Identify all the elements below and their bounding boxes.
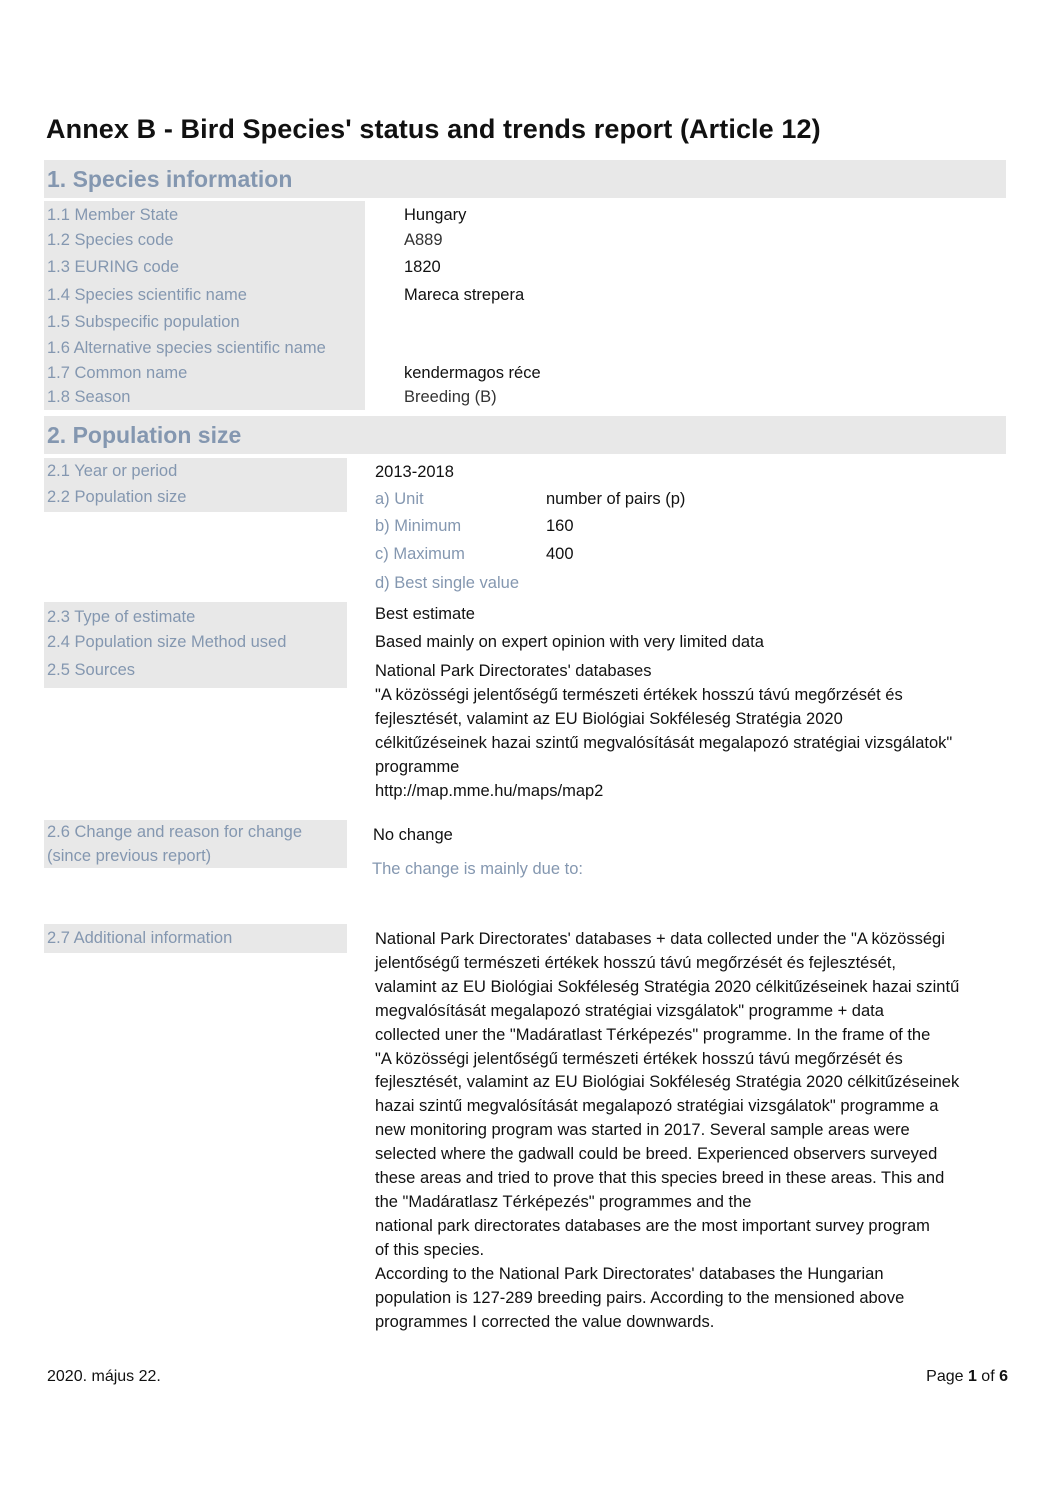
field-label: 2.5 Sources: [47, 661, 136, 679]
species-code-value: A889: [404, 231, 443, 249]
field-label: 1.7 Common name: [47, 364, 188, 382]
field-label: 2.1 Year or period: [47, 462, 178, 480]
best-value-label: d) Best single value: [375, 574, 519, 592]
sources-line: programme: [375, 758, 460, 776]
field-label: 2.4 Population size Method used: [47, 633, 287, 651]
season-value: Breeding (B): [404, 388, 497, 406]
additional-line: programmes I corrected the value downwards.: [375, 1312, 715, 1331]
additional-line: fejlesztését, valamint az EU Biológiai Sokféleség Stratégia 2020 célkitűzéseinek: [375, 1073, 960, 1092]
field-label: 1.4 Species scientific name: [47, 286, 247, 304]
additional-line: jelentőségű természeti értékek hosszú távú megőrzését és fejlesztését,: [375, 953, 896, 972]
additional-line: megvalósítását megalapozó stratégiai vizsgálatok" programme + data: [375, 1001, 884, 1020]
change-reason-label: The change is mainly due to:: [372, 860, 583, 878]
additional-line: new monitoring program was started in 2017. Several sample areas were: [375, 1121, 910, 1140]
additional-line: these areas and tried to prove that this species breed in these areas. This and: [375, 1169, 945, 1188]
minimum-value: 160: [546, 517, 574, 535]
minimum-label: b) Minimum: [375, 517, 462, 535]
additional-line: "A közösségi jelentőségű természeti értékek hosszú távú megőrzését és: [375, 1049, 903, 1068]
additional-line: hazai szintű megvalósítását megalapozó stratégiai vizsgálatok" programme a: [375, 1097, 939, 1116]
euring-code-value: 1820: [404, 258, 441, 276]
maximum-value: 400: [546, 545, 574, 563]
field-label: 2.2 Population size: [47, 488, 187, 506]
sources-text: [375, 659, 1010, 803]
page-number: [926, 1368, 1008, 1386]
sources-line: fejlesztését, valamint az EU Biológiai Sokféleség Stratégia 2020: [375, 710, 843, 728]
sources-line: célkitűzéseinek hazai szintű megvalósítását megalapozó stratégiai vizsgálatok": [375, 734, 953, 752]
additional-line: the "Madáratlasz Térképezés" programmes and the: [375, 1192, 752, 1211]
change-value: No change: [373, 826, 453, 844]
sources-line: http://map.mme.hu/maps/map2: [375, 782, 604, 800]
sources-line: National Park Directorates' databases: [375, 662, 652, 680]
unit-label: a) Unit: [375, 490, 424, 508]
additional-line: National Park Directorates' databases + data collected under the "A közösségi: [375, 930, 945, 948]
additional-line: national park directorates databases are the most important survey program: [375, 1216, 930, 1235]
additional-line: valamint az EU Biológiai Sokféleség Stratégia 2020 célkitűzéseinek hazai szintű: [375, 977, 960, 996]
maximum-label: c) Maximum: [375, 545, 465, 563]
field-label: 1.8 Season: [47, 388, 131, 406]
field-label: 1.5 Subspecific population: [47, 313, 240, 331]
field-label: (since previous report): [47, 847, 212, 865]
additional-info-text: [375, 928, 1010, 1334]
page-of: of: [976, 1368, 1000, 1385]
section-heading: 1. Species information: [47, 166, 293, 192]
field-label: 2.3 Type of estimate: [47, 608, 196, 626]
field-label: 1.2 Species code: [47, 231, 174, 249]
additional-line: of this species.: [375, 1240, 485, 1259]
field-label: 2.6 Change and reason for change: [47, 823, 303, 841]
method-value: Based mainly on expert opinion with very limited data: [375, 633, 764, 651]
page-total: 6: [999, 1368, 1008, 1385]
additional-line: According to the National Park Directorates' databases the Hungarian: [375, 1264, 884, 1283]
sources-line: "A közösségi jelentőségű természeti értékek hosszú távú megőrzését és: [375, 686, 903, 704]
scientific-name-value: Mareca strepera: [404, 286, 525, 304]
footer-date: 2020. május 22.: [47, 1368, 161, 1385]
field-label: 1.6 Alternative species scientific name: [47, 339, 326, 357]
section-heading: 2. Population size: [47, 422, 242, 448]
member-state-value: Hungary: [404, 206, 467, 224]
page-title: Annex B - Bird Species' status and trends report (Article 12): [46, 114, 821, 144]
field-label: 1.1 Member State: [47, 206, 179, 224]
additional-line: collected uner the "Madáratlast Térképezés" programme. In the frame of the: [375, 1025, 931, 1044]
additional-line: population is 127-289 breeding pairs. According to the mensioned above: [375, 1288, 905, 1307]
page-current: 1: [967, 1368, 977, 1385]
estimate-type-value: Best estimate: [375, 605, 475, 623]
unit-value: number of pairs (p): [546, 490, 686, 508]
common-name-value: kendermagos réce: [404, 364, 541, 382]
page-prefix: Page: [926, 1368, 968, 1385]
year-value: 2013-2018: [375, 463, 454, 481]
field-label: 1.3 EURING code: [47, 258, 180, 276]
additional-line: selected where the gadwall could be breed. Experienced observers surveyed: [375, 1145, 938, 1164]
field-label: 2.7 Additional information: [47, 929, 233, 947]
